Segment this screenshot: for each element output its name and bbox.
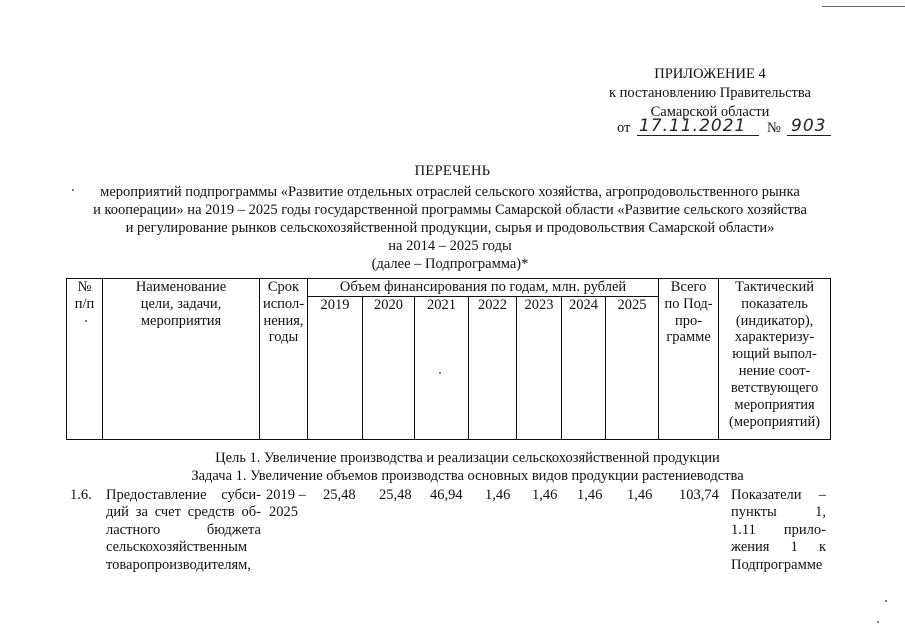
header-term-line: испол-	[262, 295, 305, 312]
row-name-line: Предоставление субси-	[106, 487, 261, 503]
subtitle-line: (далее – Подпрограмма)*	[371, 256, 529, 272]
task-heading: Задача 1. Увеличение объемов производства основных видов продукции растениеводства	[191, 468, 744, 484]
value-2023: 1,46	[532, 487, 558, 503]
row-name-line: товаропроизводителям,	[106, 556, 251, 573]
header-total-line: грамме	[666, 329, 711, 346]
row-indicator-line: 1.11 прило-	[731, 521, 826, 538]
scan-edge-line	[822, 6, 905, 7]
scan-speck	[439, 372, 441, 374]
appendix-date-line	[617, 116, 832, 140]
year-header: 2023	[517, 297, 562, 440]
row-name-line: ластного бюджета	[106, 521, 261, 538]
header-indicator-line: показатель	[741, 295, 808, 312]
year-header: 2025	[606, 297, 659, 440]
date-prefix: от	[617, 120, 631, 136]
row-indicator-line: жения 1 к	[731, 539, 826, 556]
value-2024: 1,46	[577, 487, 603, 503]
handwritten-number: 903	[791, 116, 827, 136]
header-indicator-line: (мероприятий)	[729, 413, 821, 430]
goal-heading: Цель 1. Увеличение производства и реализации сельскохозяйственной продукции	[215, 450, 720, 466]
header-total-line: Всего	[670, 279, 707, 295]
value-2020: 25,48	[379, 487, 412, 503]
subtitle-line: на 2014 – 2025 годы	[388, 238, 512, 254]
scan-speck	[885, 600, 887, 602]
value-2021: 46,94	[430, 487, 463, 503]
header-term-line: нения,	[263, 312, 304, 329]
header-term	[260, 279, 308, 440]
appendix-title: ПРИЛОЖЕНИЕ 4	[654, 66, 766, 82]
header-indicator-line: Тактический	[735, 279, 815, 295]
header-total-line: про-	[675, 312, 703, 329]
row-name-line: дий за счет средств об-	[106, 504, 261, 521]
row-num: 1.6.	[70, 487, 92, 503]
appendix-line-2: Самарской области	[650, 104, 770, 120]
table-row	[0, 487, 905, 587]
measures-table-header	[66, 278, 831, 440]
header-num-line: п/п	[74, 295, 95, 312]
header-num-line: №	[77, 279, 92, 295]
row-indicator	[731, 487, 826, 574]
subtitle-line: мероприятий подпрограммы «Развитие отдельных отраслей сельского хозяйства, агропродовольственного рынка	[100, 184, 800, 200]
value-2022: 1,46	[485, 487, 511, 503]
row-name-line: сельскохозяйственным	[106, 539, 248, 556]
header-indicator-line: характеризу-	[734, 329, 815, 346]
header-total-line: по Под-	[664, 295, 713, 312]
header-name-line: Наименование	[135, 279, 227, 295]
date-underline	[637, 135, 759, 136]
header-total	[659, 279, 719, 440]
year-header: 2019	[308, 297, 363, 440]
scan-speck	[877, 621, 879, 623]
scan-speck	[72, 189, 74, 191]
row-term-line: 2019 –	[266, 487, 306, 503]
header-indicator-line: (индикатор),	[735, 312, 814, 329]
header-indicator	[719, 279, 831, 440]
year-header: 2022	[469, 297, 517, 440]
value-2019: 25,48	[323, 487, 356, 503]
row-term-line: 2025	[269, 504, 298, 521]
header-term-line: годы	[268, 329, 299, 346]
header-indicator-line: нение соот-	[738, 363, 811, 380]
header-funding: Объем финансирования по годам, млн. рублей	[308, 279, 659, 297]
scan-speck	[85, 320, 87, 322]
row-indicator-line: пункты 1,	[731, 504, 826, 521]
handwritten-date: 17.11.2021	[639, 116, 747, 136]
appendix-line-1: к постановлению Правительства	[609, 85, 811, 101]
year-header: 2021	[415, 297, 469, 440]
appendix-header	[590, 66, 830, 123]
header-indicator-line: мероприятия	[734, 396, 815, 413]
header-indicator-line: ветствующего	[730, 379, 819, 396]
subtitle-line: и кооперации» на 2019 – 2025 годы государственной программы Самарской области «Развитие сельского хозяйства	[93, 202, 807, 218]
document-title: ПЕРЕЧЕНЬ	[414, 163, 491, 179]
document-subtitle	[70, 184, 830, 274]
header-name-line: цели, задачи,	[140, 295, 222, 312]
value-total: 103,74	[679, 487, 719, 503]
header-num	[67, 279, 103, 440]
value-2025: 1,46	[627, 487, 653, 503]
row-name	[106, 487, 261, 574]
number-prefix: №	[767, 120, 781, 136]
year-header: 2024	[562, 297, 606, 440]
number-underline	[787, 135, 831, 136]
row-indicator-line: Подпрограмме	[731, 556, 823, 573]
year-header: 2020	[363, 297, 415, 440]
subtitle-line: и регулирование рынков сельскохозяйственной продукции, сырья и продовольствия Самарской области»	[125, 220, 775, 236]
header-name	[103, 279, 260, 440]
header-indicator-line: ющий выпол-	[732, 346, 817, 363]
header-term-line: Срок	[267, 279, 300, 295]
header-name-line: мероприятия	[140, 312, 222, 329]
row-term	[266, 487, 306, 522]
row-indicator-line: Показатели –	[731, 487, 826, 503]
